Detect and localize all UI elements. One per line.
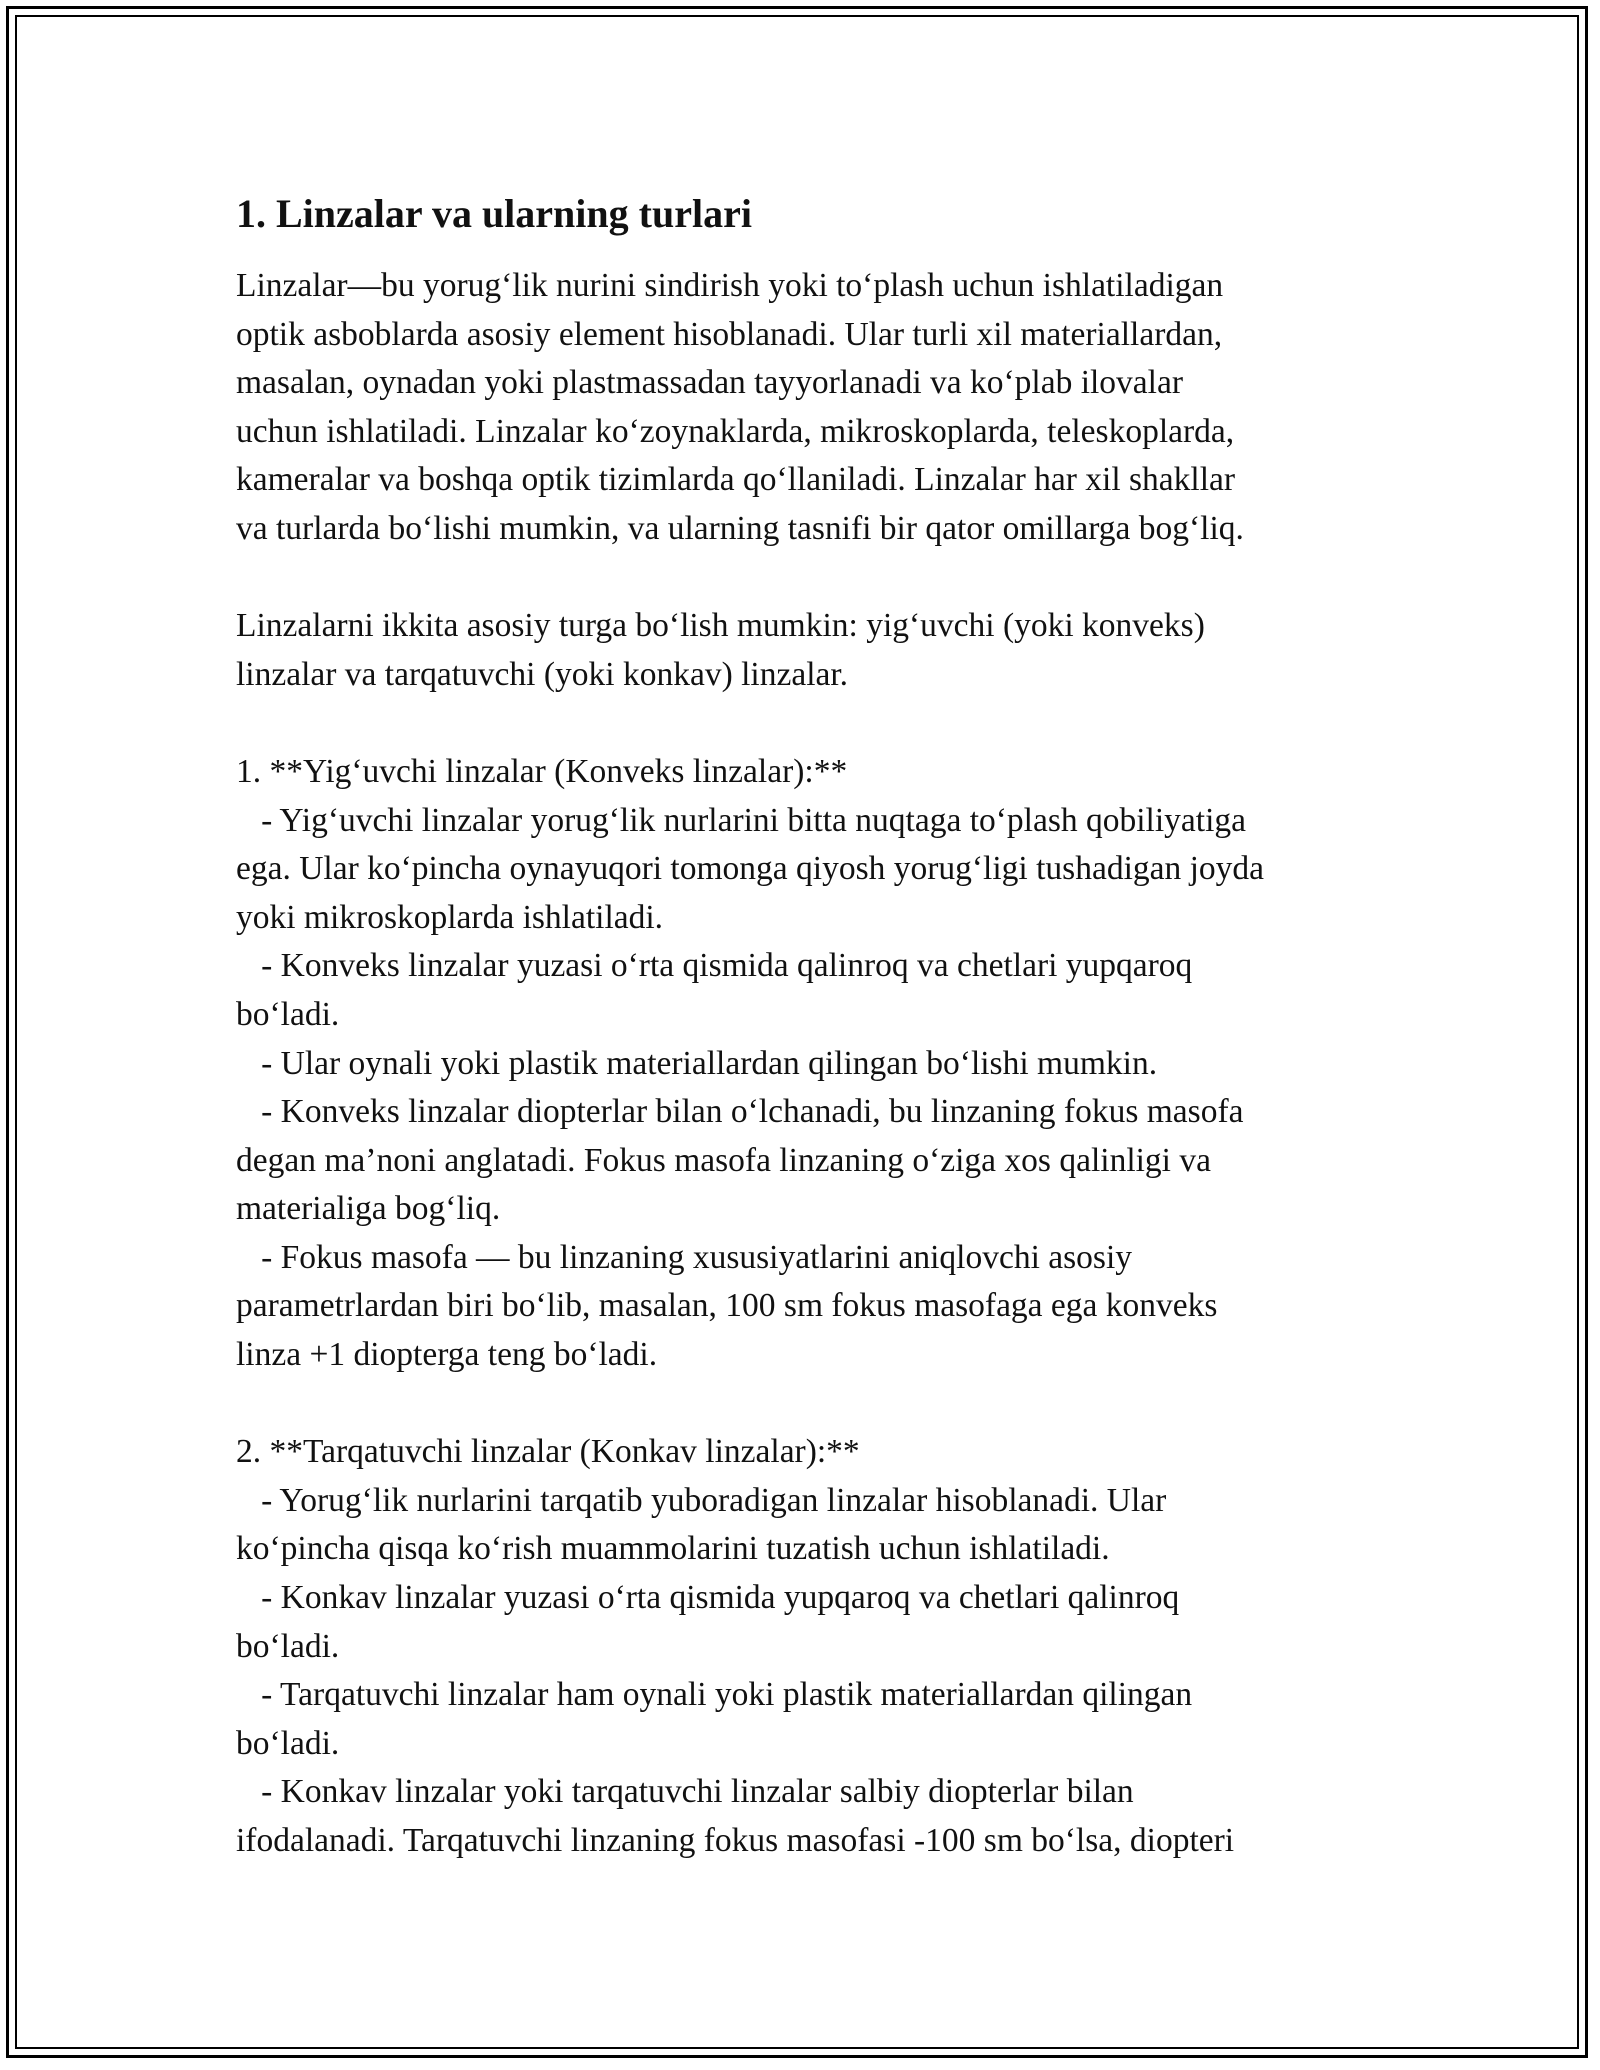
text-line: - Konkav linzalar yuzasi o‘rta qismida yupqaroq va chetlari qalinroq <box>236 1579 1180 1617</box>
text-line: Linzalarni ikkita asosiy turga bo‘lish mumkin: yig‘uvchi (yoki konveks) <box>236 607 1205 645</box>
text-line: Linzalar—bu yorug‘lik nurini sindirish yoki to‘plash uchun ishlatiladigan <box>236 267 1224 304</box>
text-line: linza +1 diopterga teng bo‘ladi. <box>236 1336 658 1374</box>
paragraph-gap <box>236 554 1376 603</box>
text-line: kameralar va boshqa optik tizimlarda qo‘llaniladi. Linzalar har xil shakllar <box>236 461 1236 499</box>
text-line: masalan, oynadan yoki plastmassadan tayyorlanadi va ko‘plab ilovalar <box>236 364 1184 402</box>
text-line: ega. Ular ko‘pincha oynayuqori tomonga qiyosh yorug‘ligi tushadigan joyda <box>236 850 1265 888</box>
converging-lens-section <box>236 748 1376 1380</box>
paragraph-gap <box>236 699 1376 748</box>
text-line: bo‘ladi. <box>236 995 340 1033</box>
text-line: yoki mikroskoplarda ishlatiladi. <box>236 898 664 936</box>
list-heading: 1. **Yig‘uvchi linzalar (Konveks linzalar):** <box>236 752 848 790</box>
text-line: optik asboblarda asosiy element hisoblanadi. Ular turli xil materiallardan, <box>236 315 1223 353</box>
text-line: ko‘pincha qisqa ko‘rish muammolarini tuzatish uchun ishlatiladi. <box>236 1530 1110 1568</box>
text-line: bo‘ladi. <box>236 1724 340 1762</box>
text-line: - Yig‘uvchi linzalar yorug‘lik nurlarini bitta nuqtaga to‘plash qobiliyatiga <box>236 801 1247 839</box>
text-line: - Tarqatuvchi linzalar ham oynali yoki plastik materiallardan qilingan <box>236 1676 1193 1714</box>
text-line: uchun ishlatiladi. Linzalar ko‘zoynaklarda, mikroskoplarda, teleskoplarda, <box>236 412 1235 450</box>
section-heading: 1. Linzalar va ularning turlari <box>236 191 752 236</box>
text-line: materialiga bog‘liq. <box>236 1190 501 1228</box>
document-page <box>236 186 1376 1866</box>
text-line: - Ular oynali yoki plastik materiallardan qilingan bo‘lishi mumkin. <box>236 1044 1158 1082</box>
diverging-lens-section <box>236 1428 1376 1865</box>
text-line: - Konveks linzalar diopterlar bilan o‘lchanadi, bu linzaning fokus masofa <box>236 1093 1244 1131</box>
text-line: linzalar va tarqatuvchi (yoki konkav) linzalar. <box>236 655 849 693</box>
text-line: - Yorug‘lik nurlarini tarqatib yuboradigan linzalar hisoblanadi. Ular <box>236 1481 1167 1519</box>
text-line: - Konkav linzalar yoki tarqatuvchi linzalar salbiy diopterlar bilan <box>236 1773 1134 1811</box>
list-heading: 2. **Tarqatuvchi linzalar (Konkav linzalar):** <box>236 1433 860 1471</box>
text-line: degan ma’noni anglatadi. Fokus masofa linzaning o‘ziga xos qalinligi va <box>236 1141 1211 1179</box>
types-paragraph <box>236 602 1376 699</box>
text-line: parametrlardan biri bo‘lib, masalan, 100 sm fokus masofaga ega konveks <box>236 1287 1218 1325</box>
text-line: - Fokus masofa — bu linzaning xususiyatlarini aniqlovchi asosiy <box>236 1238 1133 1276</box>
text-line: ifodalanadi. Tarqatuvchi linzaning fokus masofasi -100 sm bo‘lsa, diopteri <box>236 1822 1235 1859</box>
paragraph-gap <box>236 1380 1376 1429</box>
intro-paragraph <box>236 262 1376 554</box>
text-line: va turlarda bo‘lishi mumkin, va ularning tasnifi bir qator omillarga bog‘liq. <box>236 509 1244 547</box>
text-line: - Konveks linzalar yuzasi o‘rta qismida qalinroq va chetlari yupqaroq <box>236 947 1193 985</box>
text-line: bo‘ladi. <box>236 1627 340 1665</box>
